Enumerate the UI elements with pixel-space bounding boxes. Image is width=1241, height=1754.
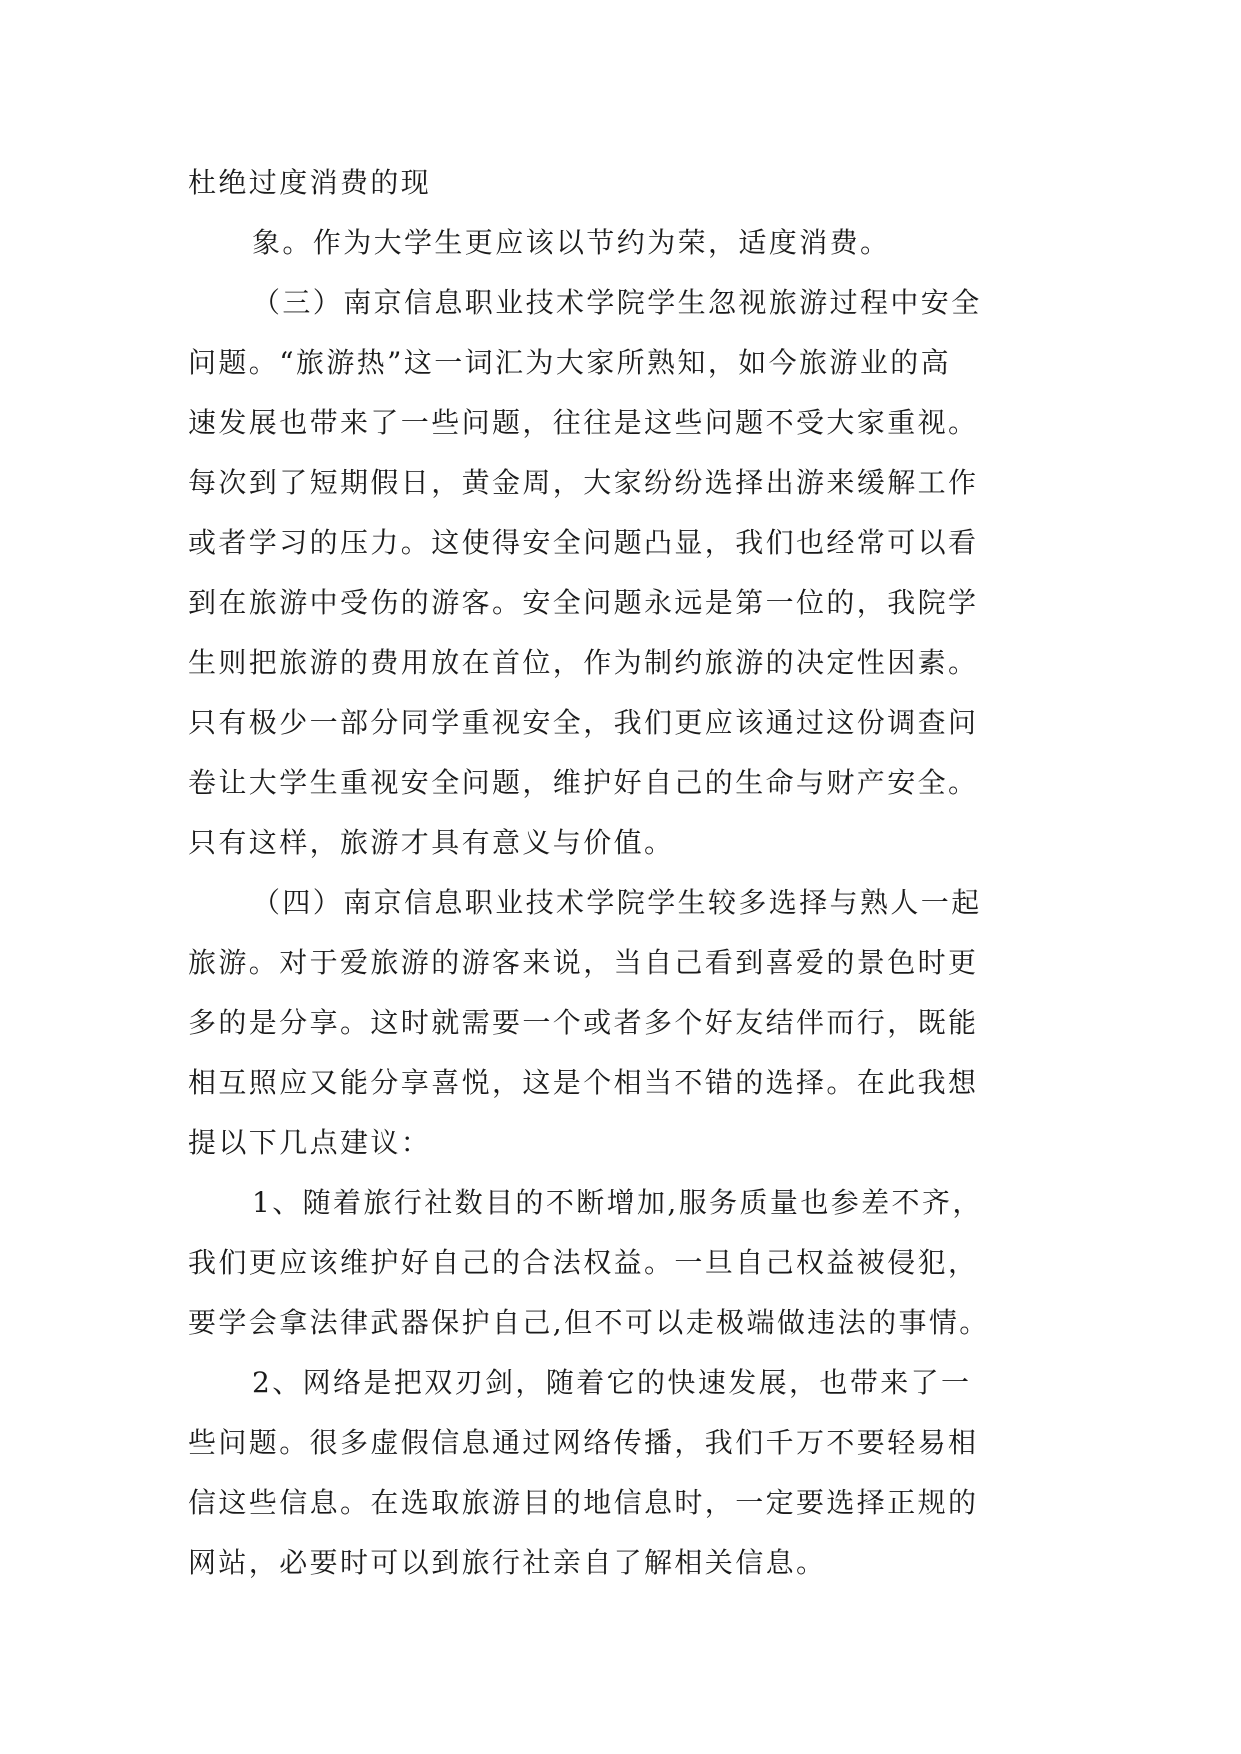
text-line: 生则把旅游的费用放在首位，作为制约旅游的决定性因素。: [188, 646, 979, 679]
text-line: 问题。“旅游热”这一词汇为大家所熟知，如今旅游业的高: [188, 346, 952, 379]
text-line: 只有这样，旅游才具有意义与价值。: [188, 826, 675, 859]
text-line: 1、随着旅行社数目的不断增加,服务质量也参差不齐，: [252, 1186, 983, 1219]
text-line: 2、网络是把双刃剑，随着它的快速发展，也带来了一: [252, 1366, 972, 1399]
text-line: 旅游。对于爱旅游的游客来说，当自己看到喜爱的景色时更: [188, 946, 979, 979]
text-line: 或者学习的压力。这使得安全问题凸显，我们也经常可以看: [188, 526, 979, 559]
text-line: （三）南京信息职业技术学院学生忽视旅游过程中安全: [252, 286, 982, 319]
text-line: 杜绝过度消费的现: [188, 166, 432, 199]
text-line: 网站，必要时可以到旅行社亲自了解相关信息。: [188, 1546, 827, 1579]
text-line: 只有极少一部分同学重视安全，我们更应该通过这份调查问: [188, 706, 979, 739]
text-line: 要学会拿法律武器保护自己,但不可以走极端做违法的事情。: [188, 1306, 990, 1339]
text-line: 些问题。很多虚假信息通过网络传播，我们千万不要轻易相: [188, 1426, 979, 1459]
text-line: 卷让大学生重视安全问题，维护好自己的生命与财产安全。: [188, 766, 979, 799]
text-line: 信这些信息。在选取旅游目的地信息时，一定要选择正规的: [188, 1486, 979, 1519]
text-line: 提以下几点建议：: [188, 1126, 432, 1159]
text-line: 我们更应该维护好自己的合法权益。一旦自己权益被侵犯，: [188, 1246, 979, 1279]
text-line: 速发展也带来了一些问题，往往是这些问题不受大家重视。: [188, 406, 979, 439]
text-line: 相互照应又能分享喜悦，这是个相当不错的选择。在此我想: [188, 1066, 979, 1099]
text-line: 多的是分享。这时就需要一个或者多个好友结伴而行，既能: [188, 1006, 979, 1039]
text-line: 每次到了短期假日，黄金周，大家纷纷选择出游来缓解工作: [188, 466, 979, 499]
text-line: 到在旅游中受伤的游客。安全问题永远是第一位的，我院学: [188, 586, 979, 619]
text-line: 象。作为大学生更应该以节约为荣，适度消费。: [252, 226, 891, 259]
text-line: （四）南京信息职业技术学院学生较多选择与熟人一起: [252, 886, 982, 919]
